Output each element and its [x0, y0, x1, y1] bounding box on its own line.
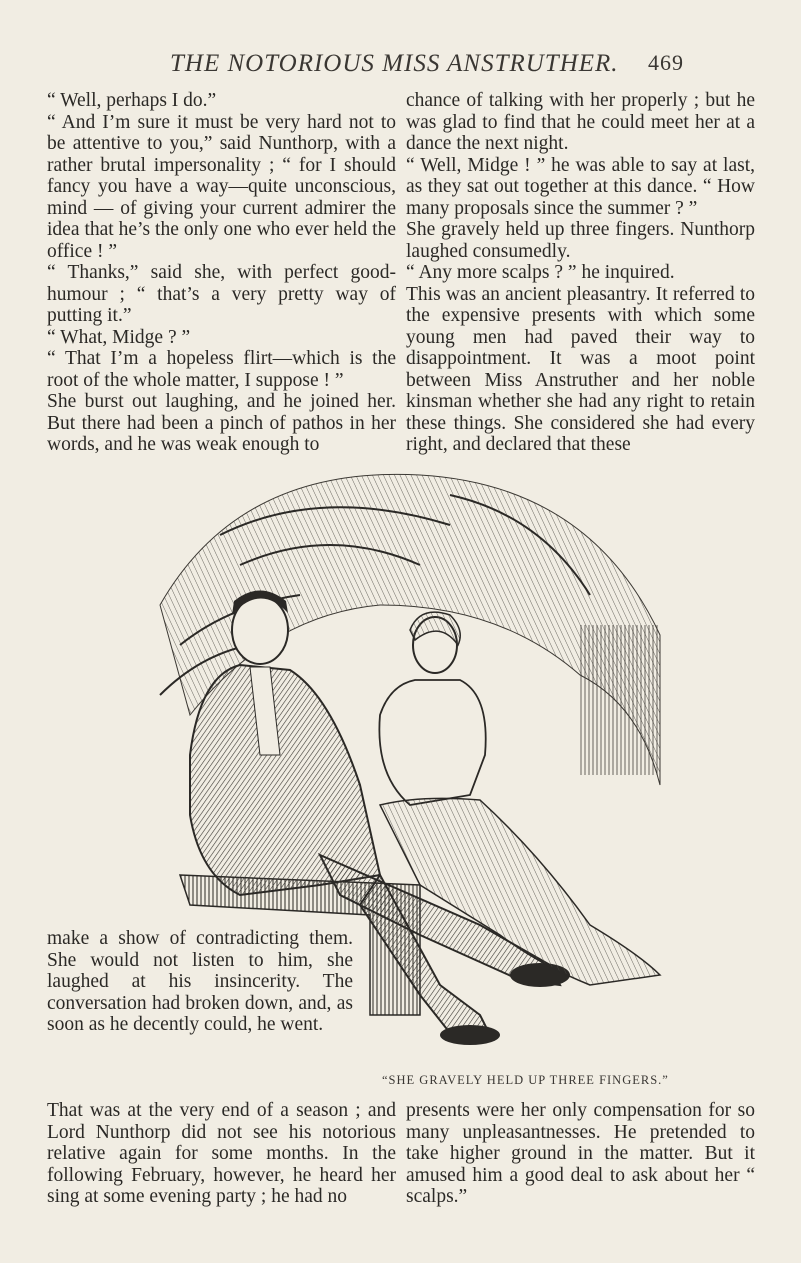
paragraph: She burst out laughing, and he joined her. But there had been a pinch of pathos in her words, and he was weak enough to	[47, 391, 396, 455]
paragraph: “ What, Midge ? ”	[47, 326, 191, 348]
paragraph: “ And I’m sure it must be very hard not to be attentive to you,” said Nunthorp, with a rather brutal impersonality ; “ for I should fancy you have a way—quite unconscious, mind — of giving your current admirer the idea that he’s the only one who ever held the office ! ”	[47, 111, 396, 262]
paragraph: make a show of contradicting them. She would not listen to him, she laughed at his insincerity. The conversation had broken down, and, as soon as he decently could, he went.	[47, 928, 353, 1035]
column-top-left	[47, 90, 396, 456]
column-top-right	[406, 90, 755, 456]
column-bottom-right	[406, 1100, 755, 1208]
running-title: THE NOTORIOUS MISS ANSTRUTHER.	[170, 50, 619, 77]
paragraph: “ Well, perhaps I do.”	[47, 90, 217, 111]
paragraph: She gravely held up three fingers. Nunthorp laughed consumedly.	[406, 219, 755, 262]
paragraph: “ That I’m a hopeless flirt—which is the root of the whole matter, I suppose ! ”	[47, 348, 396, 391]
paragraph: presents were her only compensation for so many unpleasantnesses. He pretended to take higher ground in the matter. But it amused him a good deal to ask about her “ scalps.”	[406, 1100, 755, 1207]
background-crowd	[580, 625, 660, 775]
column-bottom-left-narrow	[47, 928, 353, 1036]
paragraph: “ Well, Midge ! ” he was able to say at last, as they sat out together at this dance. “ How many proposals since the summer ? ”	[406, 154, 755, 219]
paragraph: chance of talking with her properly ; but he was glad to find that he could meet her at a dance the next night.	[406, 90, 755, 154]
illustration-caption: “SHE GRAVELY HELD UP THREE FINGERS.”	[382, 1073, 669, 1087]
page-number: 469	[648, 50, 684, 75]
paragraph: “ Thanks,” said she, with perfect good-humour ; “ that’s a very pretty way of putting it.”	[47, 262, 396, 326]
paragraph: This was an ancient pleasantry. It referred to the expensive presents with which some young men had paved their way to disappointment. It was a moot point between Miss Anstruther and her noble kinsman whether she had any right to retain these things. She considered she had every right, and declared that these	[406, 283, 755, 455]
column-bottom-left	[47, 1100, 396, 1208]
paragraph: That was at the very end of a season ; and Lord Nunthorp did not see his notorious relative again for some months. In the following February, however, he heard her sing at some evening party ; he had no	[47, 1100, 396, 1207]
paragraph: “ Any more scalps ? ” he inquired.	[406, 262, 675, 283]
